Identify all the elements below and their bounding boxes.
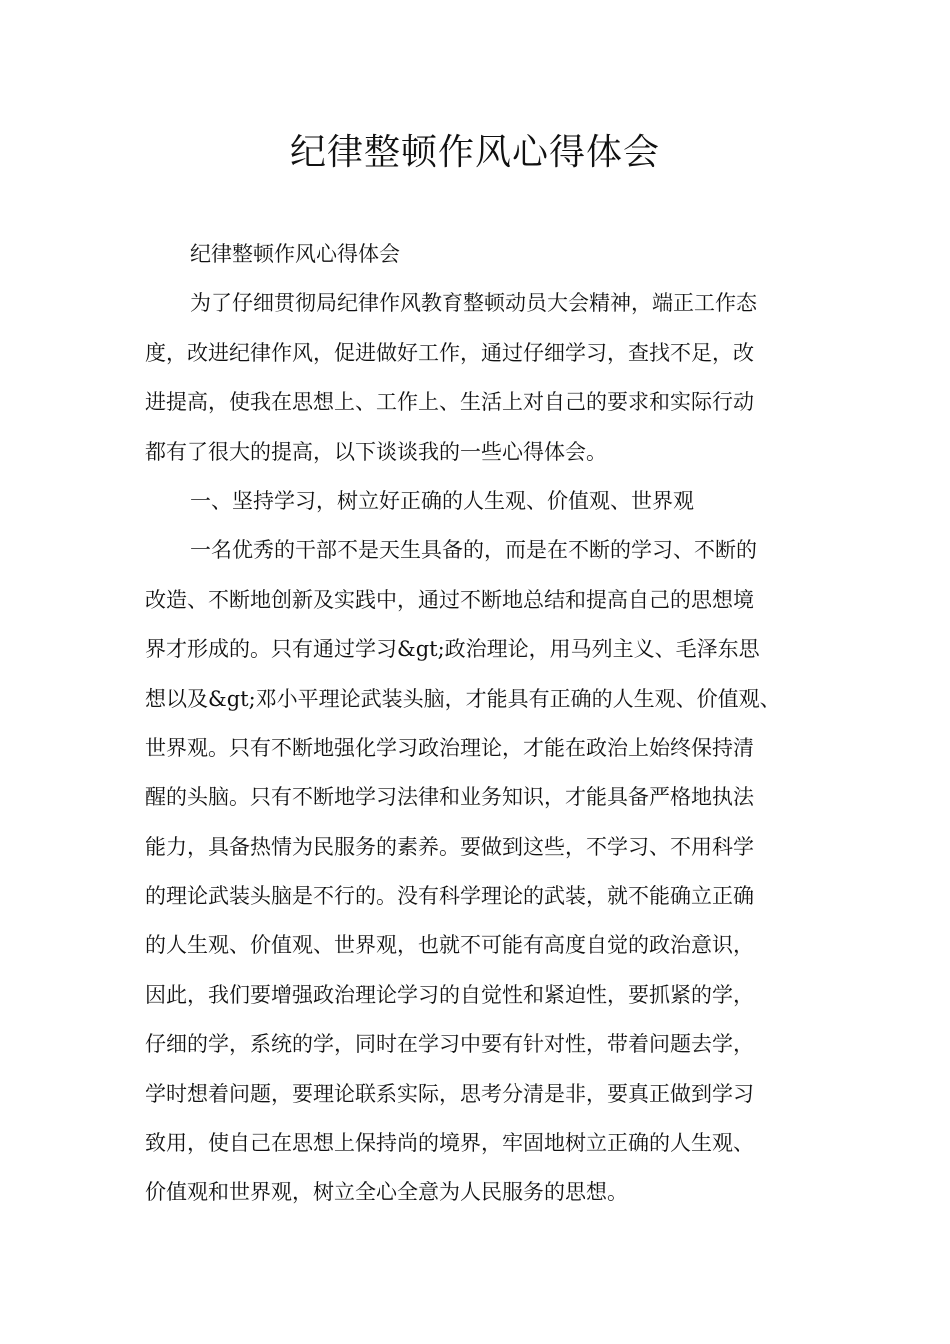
text-line: 一名优秀的干部不是天生具备的，而是在不断的学习、不断的	[190, 538, 757, 563]
text-line: 价值观和世界观，树立全心全意为人民服务的思想。	[145, 1180, 628, 1205]
text-line: 度，改进纪律作风，促进做好工作，通过仔细学习，查找不足，改	[145, 340, 754, 365]
text-line: 改造、不断地创新及实践中，通过不断地总结和提高自己的思想境	[145, 587, 754, 612]
text-line: 仔细的学，系统的学，同时在学习中要有针对性，带着问题去学，	[145, 1032, 754, 1057]
text-line: 一、坚持学习，树立好正确的人生观、价值观、世界观	[190, 488, 694, 513]
text-line: 醒的头脑。只有不断地学习法律和业务知识，才能具备严格地执法	[145, 785, 754, 810]
text-line: 都有了很大的提高，以下谈谈我的一些心得体会。	[145, 439, 607, 464]
text-line: 学时想着问题，要理论联系实际，思考分清是非，要真正做到学习	[145, 1081, 754, 1106]
text-line: 的人生观、价值观、世界观，也就不可能有高度自觉的政治意识，	[145, 933, 754, 958]
text-line: 为了仔细贯彻局纪律作风教育整顿动员大会精神，端正工作态	[190, 291, 757, 316]
text-line: 纪律整顿作风心得体会	[190, 242, 400, 266]
document-title: 纪律整顿作风心得体会	[289, 132, 660, 173]
text-line: 因此，我们要增强政治理论学习的自觉性和紧迫性，要抓紧的学，	[145, 982, 754, 1007]
text-line: 致用，使自己在思想上保持尚的境界，牢固地树立正确的人生观、	[145, 1131, 754, 1156]
text-line: 想以及&gt;邓小平理论武装头脑，才能具有正确的人生观、价值观、	[145, 686, 781, 711]
text-line: 世界观。只有不断地强化学习政治理论，才能在政治上始终保持清	[145, 735, 754, 760]
text-line: 的理论武装头脑是不行的。没有科学理论的武装，就不能确立正确	[145, 884, 754, 909]
text-line: 能力，具备热情为民服务的素养。要做到这些，不学习、不用科学	[145, 834, 754, 859]
text-line: 界才形成的。只有通过学习&gt;政治理论，用马列主义、毛泽东思	[145, 637, 760, 662]
text-line: 进提高，使我在思想上、工作上、生活上对自己的要求和实际行动	[145, 390, 754, 415]
document-body	[145, 230, 825, 1218]
